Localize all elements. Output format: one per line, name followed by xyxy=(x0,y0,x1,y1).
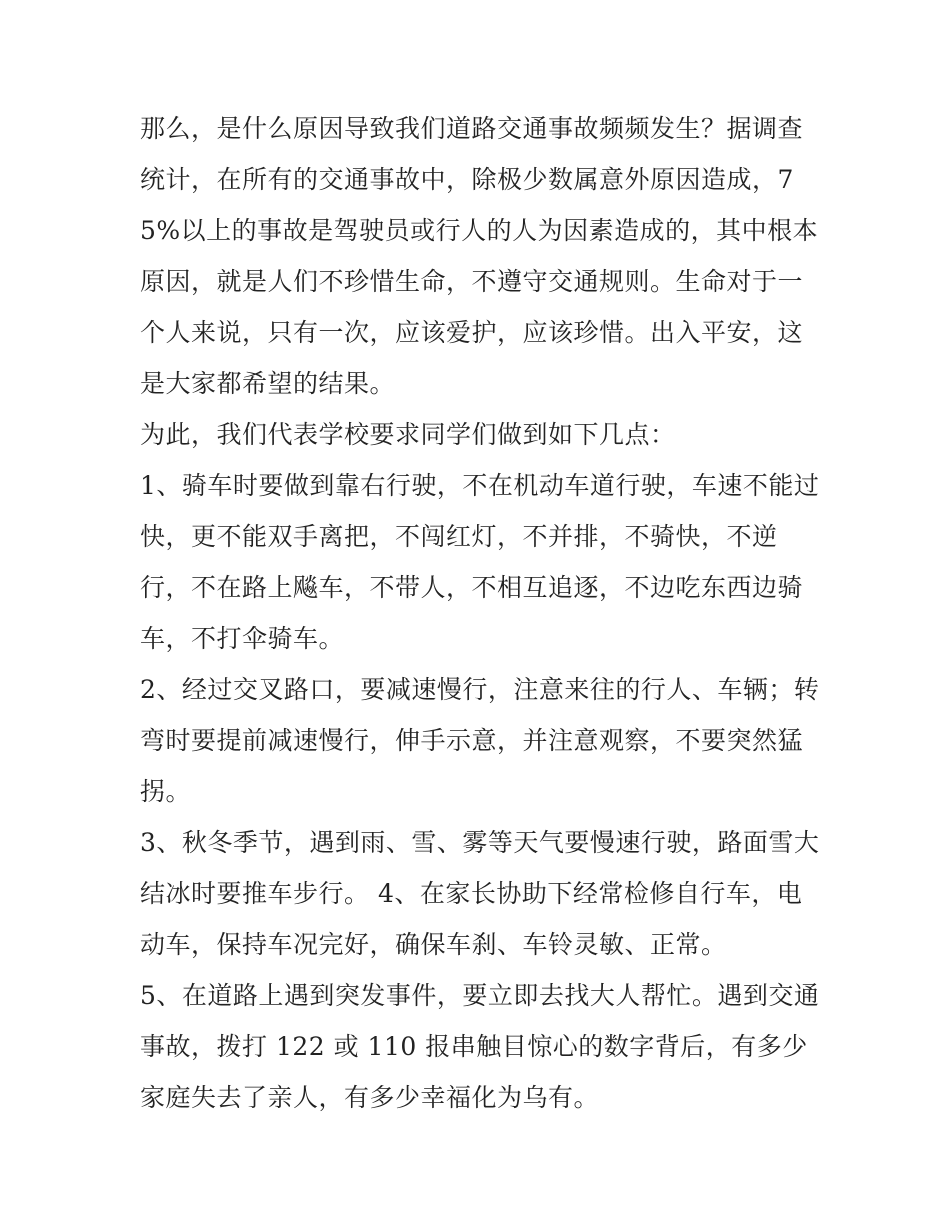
paragraph-rule-5: 5、在道路上遇到突发事件，要立即去找大人帮忙。遇到交通事故，拨打 122 或 110 报串触目惊心的数字背后，有多少家庭失去了亲人，有多少幸福化为乌有。 xyxy=(140,981,820,1112)
paragraph-rule-1: 1、骑车时要做到靠右行驶，不在机动车道行驶，车速不能过快，更不能双手离把，不闯红灯，不并排，不骑快，不逆行，不在路上飚车，不带人，不相互追逐，不边吃东西边骑车，不打伞骑车。 xyxy=(140,471,820,653)
paragraph-requirements-intro: 为此，我们代表学校要求同学们做到如下几点： xyxy=(140,420,676,449)
paragraph-rule-3-4: 3、秋冬季节，遇到雨、雪、雾等天气要慢速行驶，路面雪大结冰时要推车步行。 4、在家长协助下经常检修自行车，电动车，保持车况完好，确保车刹、车铃灵敏、正常。 xyxy=(140,828,820,959)
paragraph-traffic-causes: 那么，是什么原因导致我们道路交通事故频频发生？据调查统计，在所有的交通事故中，除极少数属意外原因造成，75%以上的事故是驾驶员或行人的人为因素造成的，其中根本原因，就是人们不珍惜生命，不遵守交通规则。生命对于一个人来说，只有一次，应该爱护，应该珍惜。出入平安，这是大家都希望的结果。 xyxy=(140,114,819,398)
document-body xyxy=(140,103,820,1123)
paragraph-rule-2: 2、经过交叉路口，要减速慢行，注意来往的行人、车辆；转弯时要提前减速慢行，伸手示意，并注意观察，不要突然猛拐。 xyxy=(140,675,820,806)
